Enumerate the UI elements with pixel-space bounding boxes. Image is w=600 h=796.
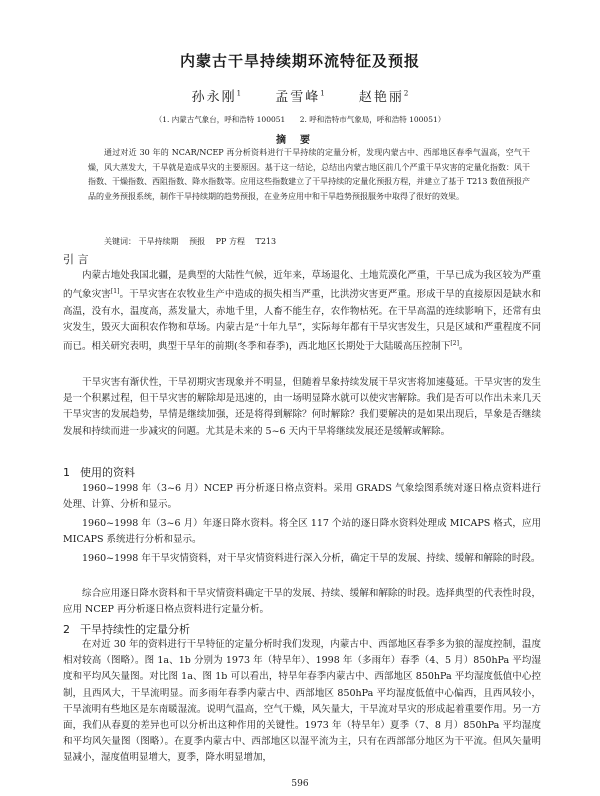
section-number: 1 [63, 466, 70, 479]
keywords-label: 关键词： [104, 237, 136, 246]
data-paragraph-3: 1960~1998 年干旱灾情资料，对干旱灾情资料进行深入分析，确定干旱的发展、持续、缓解和解除的时段。 [82, 553, 541, 564]
citation: [2] [450, 339, 459, 347]
author-name: 孟雪峰 [275, 90, 321, 105]
paper-title: 内蒙古干旱持续期环流特征及预报 [179, 52, 420, 70]
author-name: 赵艳丽 [358, 90, 404, 105]
text-run: 内蒙古地处我国北疆，是典型的大陆性气候，近年来，草场退化、土地荒漠化严重，干旱已成为我区较为严重的气象灾害 [63, 270, 541, 301]
section-heading-intro [63, 251, 89, 267]
affiliation-1: （1. 内蒙古气象台，呼和浩特 100051 [154, 115, 286, 124]
affiliation-2: 2. 呼和浩特市气象局，呼和浩特 100051） [299, 115, 446, 124]
data-paragraph-2: 1960~1998 年（3~6 月）年逐日降水资料。将全区 117 个站的逐日降水资料处理成 MICAPS 格式，应用 MICAPS 系统进行分析和显示。 [63, 518, 541, 546]
author-affil-mark: 1 [236, 89, 242, 98]
keyword: 干旱持续期 [138, 237, 179, 246]
author-list [0, 86, 600, 105]
page-number: 596 [291, 779, 309, 789]
intro-paragraph-1 [63, 268, 541, 355]
author [192, 90, 241, 105]
author-affil-mark: 2 [403, 89, 409, 98]
abstract-heading: 摘要 [276, 135, 324, 146]
keyword: 预报 [189, 237, 206, 246]
intro-paragraph-2: 干旱灾害有渐伏性，干旱初期灾害现象并不明显，但随着旱象持续发展干旱灾害将加速蔓延。干旱灾害的发生是一个积累过程，但干旱灾害的解除却是迅速的，由一场明显降水就可以使灾害解除。我们是否可以作出未来几天干旱灾害的发展趋势，旱情是继续加强，还是将得到解除？何时解除？我们要解决的是如果出现后，旱象是否继续发展和持续而进一步减灾的问题。尤其是未来的 5~6 天内干旱将继续发展还是缓解或解除。 [63, 377, 541, 437]
quant-paragraph-1: 在对近 30 年的资料进行干旱特征的定量分析时我们发现，内蒙古中、西部地区春季多为狼的湿度控制，温度相对较高（图略）。图 1a、1b 分别为 1973 年（特旱年）、1998 年（多雨年）春季（4、5 月）850hPa 平均湿度和平均风矢量图。对比图 1a、图 1b 可以看出，特旱年春季内蒙古中、西部地区 850hPa 平均湿度低值中心控制，且西风大，干旱流明显。而多雨年春季内蒙古中、西部地区 850hPa 平均湿度低值中心偏西，且西风较小，干旱流明有些地区是东南暖湿流。说明气温高，空气干燥，风矢量大，干旱流对旱灾的形成起着重要作用。另一方面，我们从春夏的差异也可以分析出这种作用的关键性。1973 年（特旱年）夏季（7、8 月）850hPa 平均湿度和平均风矢量图（图略）。在夏季内蒙古中、西部地区以湿平流为主，只有在西部部分地区为干平流。但风矢量明显减小，湿度值明显增大，夏季，降水明显增加， [63, 639, 541, 764]
keyword: T213 [255, 237, 277, 246]
author-name: 孙永刚 [191, 90, 237, 105]
author [359, 90, 408, 105]
section-title: 使用的资料 [80, 466, 135, 479]
data-paragraph-1: 1960~1998 年（3~6 月）NCEP 再分析逐日格点资料。采用 GRADS 气象绘图系统对逐日格点资料进行处理、计算、分析和显示。 [63, 483, 541, 511]
section-heading-data [63, 464, 135, 480]
text-run: 。干旱灾害在农牧业生产中造成的损失相当严重，比洪涝灾害更严重。形成干旱的直接原因是缺水和高温，没有水，温度高，蒸发量大，赤地千里，人畜不能生存，农作物枯死。在干旱高温的连续影响下，还常有虫灾发生，毁灭大面积农作物和草场。内蒙古是“十年九旱”，实际每年都有干旱灾害发生，只是区域和严重程度不同而已。相关研究表明，典型干旱年的前期(冬季和春季)，西北地区长期处于大陆暖高压控制下 [63, 289, 541, 353]
text-run: 。 [458, 341, 469, 353]
author [275, 90, 324, 105]
section-title: 干旱持续性的定量分析 [80, 623, 190, 636]
abstract-body: 通过对近 30 年的 NCAR/NCEP 再分析资料进行干旱持续的定量分析，发现内蒙古中、西部地区春季气温高，空气干燥，风大蒸发大，干旱就是造成旱灾的主要原因。基于这一结论，总结出内蒙古地区前几个严重干旱灾害的定量化指数：风干指数、干燥指数、西阻指数、降水指数等。应用这些指数建立了干旱持续的定量化预报方程，并建立了基于 T213 数值预报产品的业务预报系统，制作干旱持续期的趋势预报，在业务应用中和干旱趋势预报服务中取得了很好的效果。 [88, 148, 530, 201]
data-paragraph-4: 综合应用逐日降水资料和干旱灾情资料确定干旱的发展、持续、缓解和解除的时段。选择典型的代表性时段，应用 NCEP 再分析逐日格点资料进行定量分析。 [63, 588, 541, 616]
section-title: 引 言 [63, 253, 89, 266]
author-affil-mark: 1 [320, 89, 325, 98]
section-number: 2 [63, 623, 70, 636]
keywords-line [104, 236, 284, 247]
section-heading-quant [63, 621, 190, 637]
citation: [1] [110, 288, 120, 296]
keyword: PP 方程 [215, 237, 245, 246]
affiliations [0, 114, 600, 125]
